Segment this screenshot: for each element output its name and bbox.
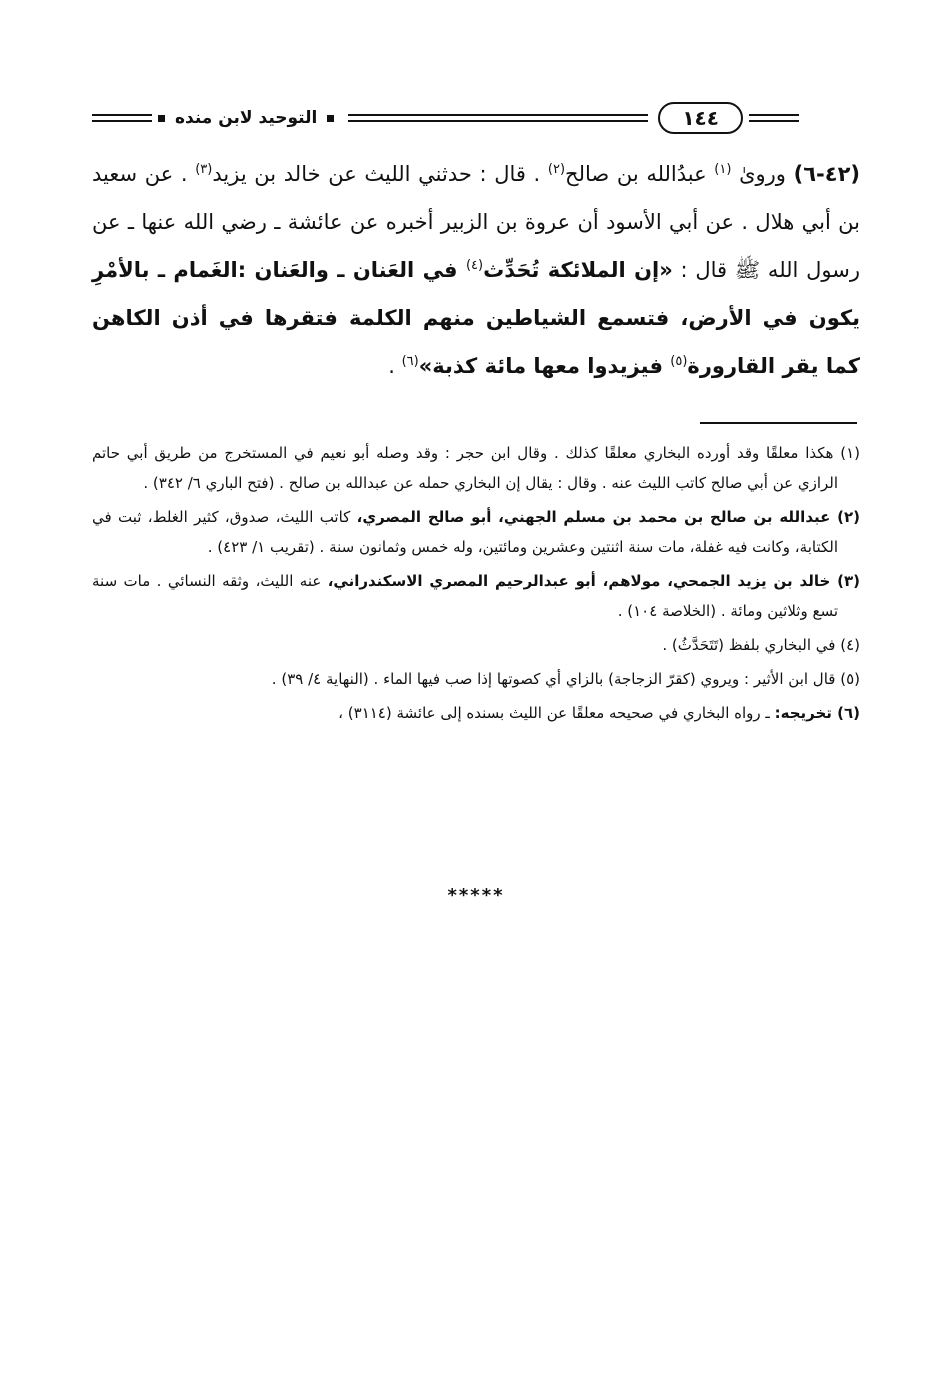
- section-end-stars: *****: [447, 885, 505, 906]
- hadith-text: فيزيدوا معها مائة كذبة»: [418, 354, 671, 378]
- footnote-ref: (١): [714, 162, 732, 177]
- footnote-3-text: عنه الليث، وثقه النسائي . مات سنة تسع وثلاثين ومائة . (الخلاصة ١٠٤) .: [92, 572, 838, 620]
- footnote-1: (١) هكذا معلقًا وقد أورده البخاري معلقًا كذلك . وقال ابن حجر : وقد وصله أبو نعيم في المستخرج من طريق أبي حاتم الرازي عن أبي صالح كاتب الليث عنه . وقال : يقال إن البخاري حمله عن عبدالله بن صالح . (فتح الباري ٦/ ٣٤٢) .: [92, 444, 860, 492]
- footnote-6-label: (٦) تخريجه:: [774, 704, 860, 722]
- header-rule-left: [92, 114, 152, 122]
- footnote-ref: (٦): [401, 354, 419, 369]
- text-segment: عبدُالله بن صالح: [565, 162, 715, 186]
- footnote-5: (٥) قال ابن الأثير : ويروي (كقرّ الزجاجة) بالزاي أي كصوتها إذا صب فيها الماء . (النهاية ٤/ ٣٩) .: [271, 670, 860, 688]
- footnote-4: (٤) في البخاري بلفظ (تَتَحَدَّثُ) .: [662, 636, 860, 654]
- footnote-ref: (٢): [547, 162, 566, 177]
- footnote-3: [92, 566, 860, 626]
- footnote-separator: [700, 422, 857, 424]
- footnote-2-text: كاتب الليث، صدوق، كثير الغلط، ثبت في الكتابة، وكانت فيه غفلة، مات سنة اثنتين وعشرين ومائتين، وله خمس وثمانون سنة . (تقريب ١/ ٤٢٣) .: [92, 508, 838, 556]
- header-rule-middle: [348, 114, 648, 122]
- footnote-ref: (٣): [195, 162, 213, 177]
- footnote-3-name: (٣) خالد بن يزيد الجمحي، مولاهم، أبو عبدالرحيم المصري الاسكندراني،: [327, 572, 860, 590]
- header-ornament-square: [327, 115, 334, 122]
- footnote-6: [92, 698, 860, 728]
- header-rule-right: [749, 114, 799, 122]
- text-segment: وروىٰ: [731, 162, 794, 186]
- page-header: [92, 98, 860, 138]
- hadith-text: «إن الملائكة تُحَدِّث: [483, 258, 673, 282]
- text-segment: .: [388, 354, 402, 378]
- footnotes: [92, 438, 860, 732]
- hadith-text: في العَنان ـ والعَنان :الغَمام ـ بالأمْرِ يكون في الأرض، فتسمع الشياطين منهم الكلمة فتقرها في أذن الكاهن كما يقر القارورة: [92, 258, 860, 378]
- footnote-2: [92, 502, 860, 562]
- text-segment: . عن سعيد بن أبي هلال . عن أبي الأسود أن عروة بن الزبير أخبره عن عائشة ـ رضي الله عنها ـ عن رسول الله ﷺ قال :: [92, 162, 860, 282]
- footnote-6-text: ـ رواه البخاري في صحيحه معلقًا عن الليث بسنده إلى عائشة (٣١١٤) ،: [338, 704, 775, 722]
- footnote-ref: (٥): [670, 354, 688, 369]
- hadith-number: (٤٢-٦): [793, 162, 860, 186]
- page-number: ١٤٤: [658, 102, 743, 134]
- footnote-ref: (٤): [465, 258, 484, 273]
- header-ornament-square: [158, 115, 165, 122]
- main-text: [92, 150, 860, 390]
- running-title: التوحيد لابن منده: [175, 108, 318, 128]
- text-segment: . قال : حدثني الليث عن خالد بن يزيد: [212, 162, 548, 186]
- footnote-2-name: (٢) عبدالله بن صالح بن محمد بن مسلم الجهني، أبو صالح المصري،: [356, 508, 861, 526]
